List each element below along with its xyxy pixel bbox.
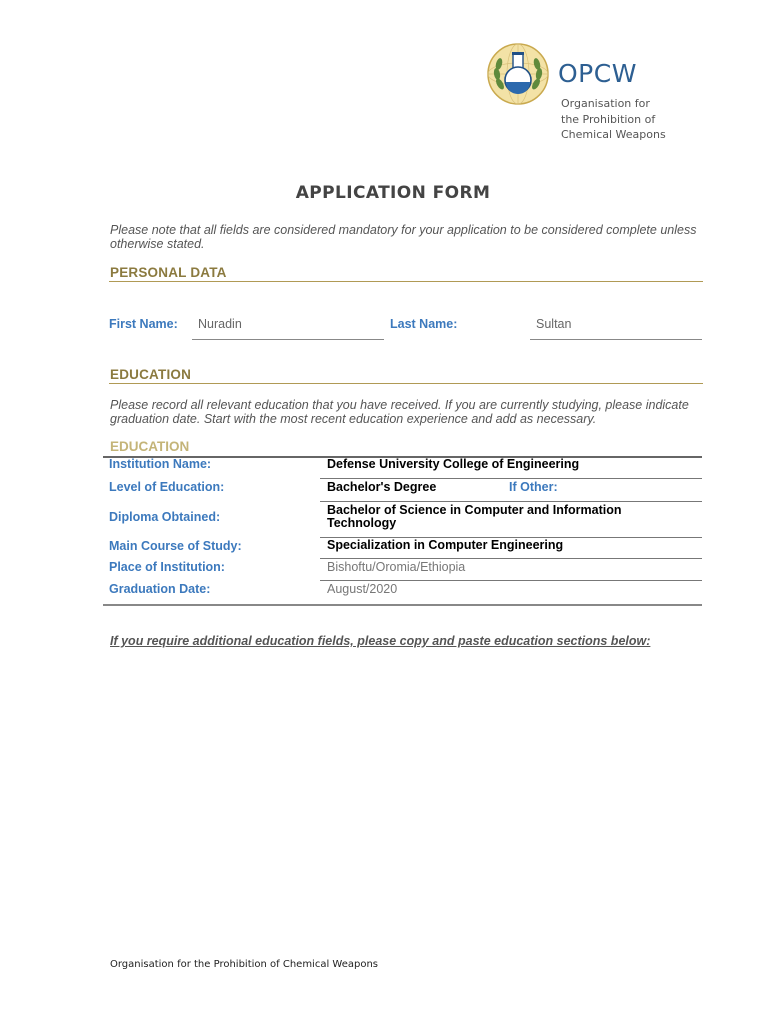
page-footer: Organisation for the Prohibition of Chemical Weapons [110, 959, 379, 970]
logo-full-name-line: Organisation for [561, 97, 650, 110]
section-divider [109, 281, 703, 282]
last-name-field[interactable]: Sultan [536, 317, 572, 331]
first-name-field[interactable]: Nuradin [198, 317, 242, 331]
education-table-bottom-border [103, 604, 702, 606]
form-title: APPLICATION FORM [295, 183, 491, 203]
section-heading-personal-data: PERSONAL DATA [110, 265, 227, 280]
logo-name: OPCW [558, 59, 637, 88]
diploma-obtained-field[interactable]: Bachelor of Science in Computer and Information Technology [327, 503, 622, 530]
last-name-underline [530, 339, 702, 340]
first-name-label: First Name: [109, 317, 178, 331]
opcw-logo [486, 42, 686, 146]
main-course-field[interactable]: Specialization in Computer Engineering [327, 538, 564, 552]
row-divider [320, 501, 702, 502]
institution-name-field[interactable]: Defense University College of Engineering [327, 457, 580, 471]
first-name-underline [192, 339, 384, 340]
row-divider [320, 558, 702, 559]
row-divider [320, 580, 702, 581]
education-block-heading: EDUCATION [110, 439, 190, 454]
flask-laurel-globe-icon [486, 42, 550, 106]
main-course-label: Main Course of Study: [109, 539, 242, 553]
if-other-label: If Other: [509, 480, 558, 494]
logo-full-name [561, 96, 666, 143]
section-divider [109, 383, 703, 384]
intro-note: Please note that all fields are considered mandatory for your application to be considered complete unless otherwise stated. [110, 223, 697, 251]
level-of-education-label: Level of Education: [109, 480, 225, 494]
diploma-obtained-label: Diploma Obtained: [109, 510, 221, 524]
row-divider [320, 478, 702, 479]
institution-name-label: Institution Name: [109, 457, 212, 471]
place-of-institution-label: Place of Institution: [109, 560, 225, 574]
logo-full-name-line: the Prohibition of [561, 112, 656, 126]
education-note: Please record all relevant education that you have received. If you are currently studying, please indicate graduation date. Start with the most recent education experience and add as necessary. [110, 398, 689, 426]
graduation-date-label: Graduation Date: [109, 582, 211, 596]
additional-education-note: If you require additional education fields, please copy and paste education sections below: [110, 634, 651, 648]
logo-full-name-line: Chemical Weapons [561, 128, 666, 141]
graduation-date-field[interactable]: August/2020 [327, 582, 398, 596]
level-of-education-field[interactable]: Bachelor's Degree [327, 480, 437, 494]
place-of-institution-field[interactable]: Bishoftu/Oromia/Ethiopia [327, 560, 466, 574]
last-name-label: Last Name: [390, 317, 458, 331]
section-heading-education: EDUCATION [110, 367, 192, 382]
